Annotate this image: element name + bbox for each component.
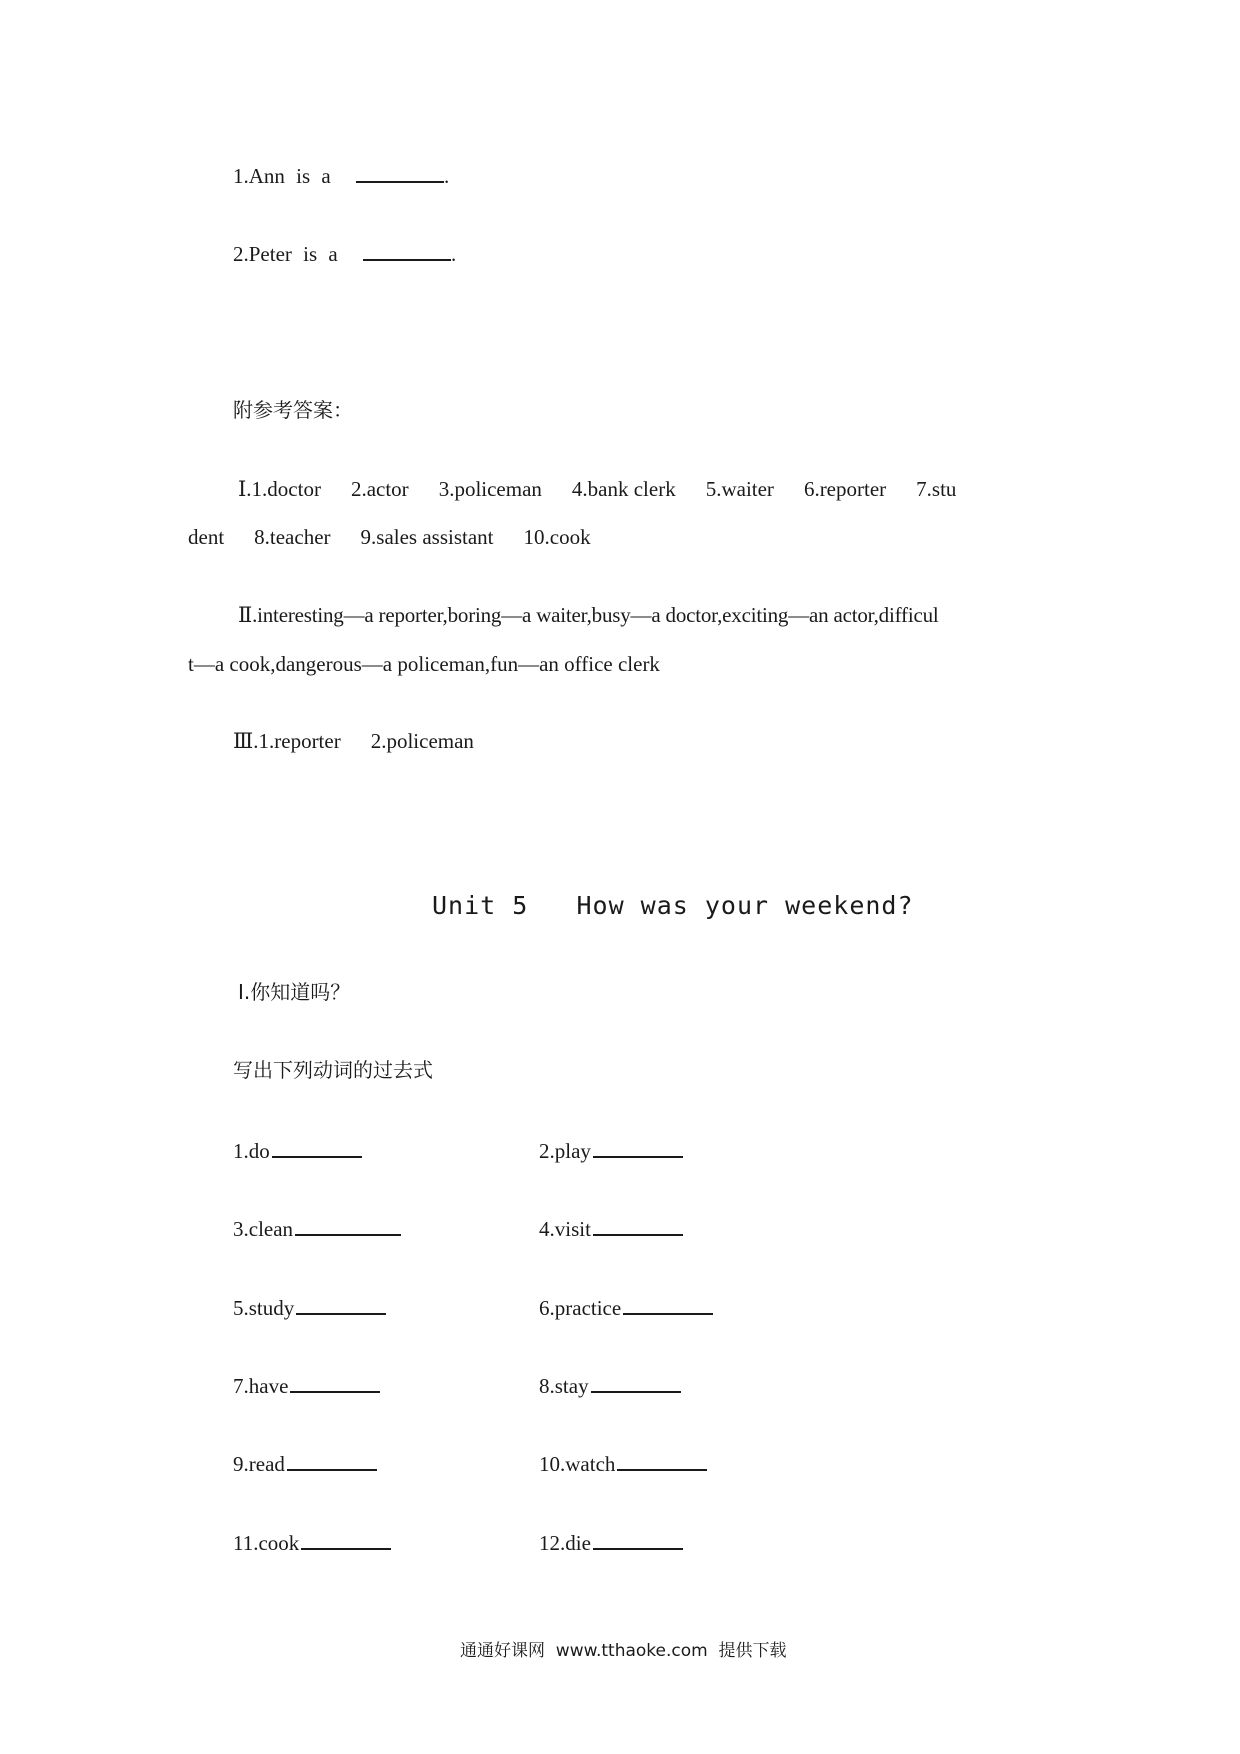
- answers-part1-line2: dent 8.teacher 9.sales assistant 10.cook: [188, 525, 591, 549]
- footer-text: 通通好课网 www.tthaoke.com 提供下载: [460, 1641, 787, 1661]
- unit-title: Unit 5 How was your weekend?: [432, 891, 914, 920]
- answers-part3: Ⅲ.1.reporter 2.policeman: [233, 729, 474, 753]
- answer-blank[interactable]: [593, 1218, 683, 1236]
- exercise-item-2: 2.Peter is a .: [233, 242, 457, 266]
- answer-blank[interactable]: [295, 1218, 401, 1236]
- verb-item: 4.visit: [539, 1218, 683, 1240]
- verb-item: 8.stay: [539, 1375, 681, 1397]
- instruction-text: 写出下列动词的过去式: [233, 1058, 433, 1082]
- answers-heading: 附参考答案：: [233, 398, 353, 422]
- answer-blank[interactable]: [623, 1297, 713, 1315]
- answer-blank[interactable]: [301, 1532, 391, 1550]
- verb-item: 3.clean: [233, 1218, 401, 1240]
- answer-blank[interactable]: [593, 1532, 683, 1550]
- verb-item: 2.play: [539, 1140, 683, 1162]
- verb-item: 9.read: [233, 1453, 377, 1475]
- verb-item: 7.have: [233, 1375, 380, 1397]
- verb-item: 12.die: [539, 1532, 683, 1554]
- answers-part1-line1: Ⅰ.1.doctor 2.actor 3.policeman 4.bank clerk 5.waiter 6.reporter 7.stu: [238, 477, 957, 501]
- exercise-item-text: 1.Ann is a: [233, 164, 331, 188]
- verb-item: 5.study: [233, 1297, 386, 1319]
- verb-item: 11.cook: [233, 1532, 391, 1554]
- answer-blank[interactable]: [290, 1375, 380, 1393]
- answers-part2-line2: t—a cook,dangerous—a policeman,fun—an office clerk: [188, 652, 660, 676]
- answer-blank[interactable]: [296, 1297, 386, 1315]
- answer-blank[interactable]: [287, 1453, 377, 1471]
- verb-item: 10.watch: [539, 1453, 707, 1475]
- answer-blank[interactable]: [272, 1140, 362, 1158]
- answer-blank[interactable]: [356, 165, 444, 183]
- answers-part2-line1: Ⅱ.interesting—a reporter,boring—a waiter,busy—a doctor,exciting—an actor,difficul: [238, 603, 939, 627]
- verb-item: 6.practice: [539, 1297, 713, 1319]
- verb-item: 1.do: [233, 1140, 362, 1162]
- answer-blank[interactable]: [363, 243, 451, 261]
- exercise-item-1: 1.Ann is a .: [233, 164, 450, 188]
- answer-blank[interactable]: [593, 1140, 683, 1158]
- section-label: Ⅰ.你知道吗？: [238, 980, 351, 1004]
- exercise-item-text: 2.Peter is a: [233, 242, 338, 266]
- answer-blank[interactable]: [617, 1453, 707, 1471]
- roman-numeral: Ⅰ.: [238, 477, 252, 501]
- answer-blank[interactable]: [591, 1375, 681, 1393]
